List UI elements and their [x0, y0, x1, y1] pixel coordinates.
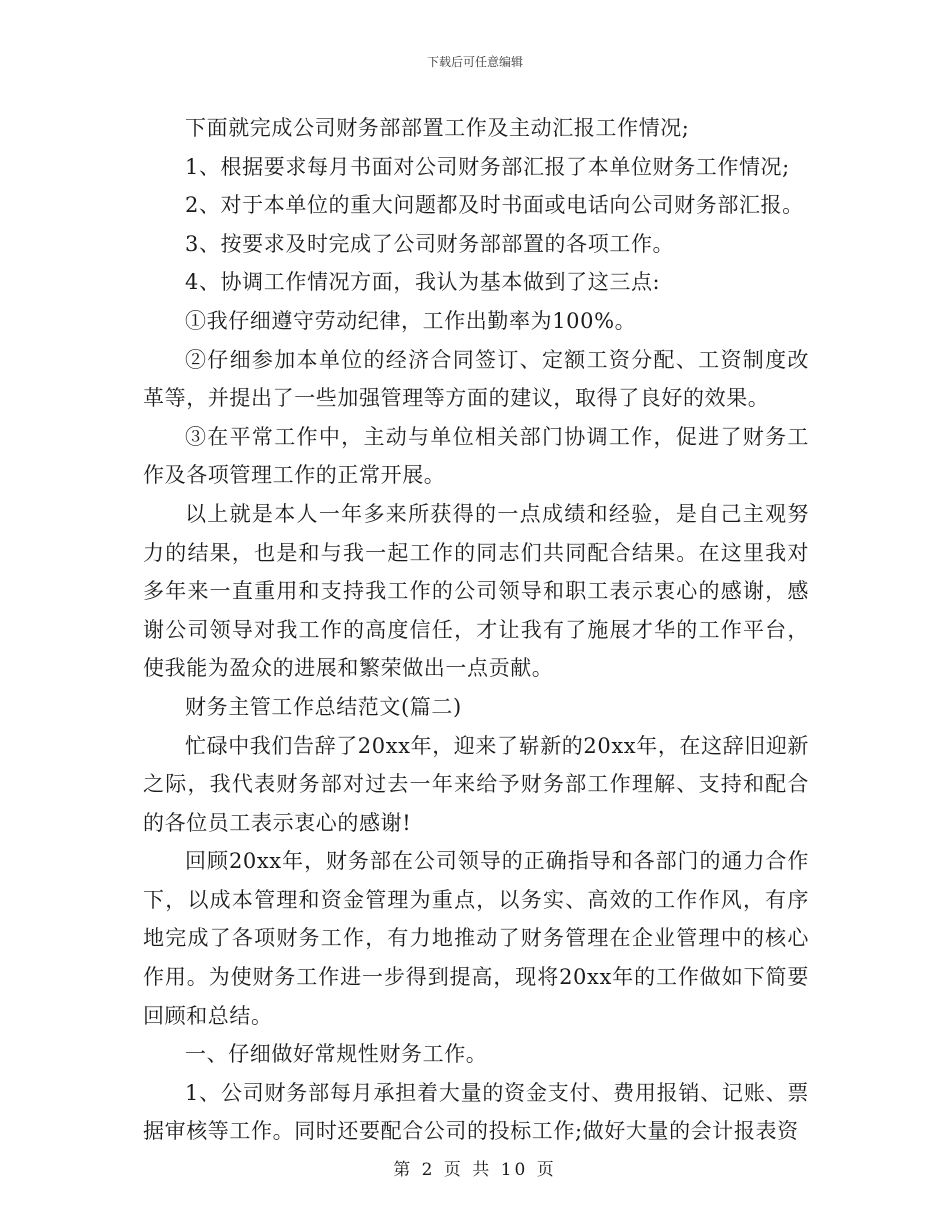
paragraph: 3、按要求及时完成了公司财务部部置的各项工作。 [185, 231, 675, 256]
paragraph: 2、对于本单位的重大问题都及时书面或电话向公司财务部汇报。 [185, 193, 804, 218]
paragraph: 忙碌中我们告辞了20xx年，迎来了崭新的20xx年，在这辞旧迎新之际，我代表财务部对过去一年来给予财务部工作理解、支持和配合的各位员工表示衷心的感谢! [143, 733, 810, 835]
page-header-note: 下载后可任意编辑 [426, 55, 523, 69]
paragraph: ③在平常工作中，主动与单位相关部门协调工作，促进了财务工作及各项管理工作的正常开展。 [143, 424, 809, 488]
paragraph: 一、仔细做好常规性财务工作。 [185, 1042, 488, 1067]
paragraph: ②仔细参加本单位的经济合同签订、定额工资分配、工资制度改革等，并提出了一些加强管理等方面的建议，取得了良好的效果。 [143, 347, 809, 411]
section-title: 财务主管工作总结范文(篇二) [185, 694, 462, 719]
paragraph: 回顾20xx年，财务部在公司领导的正确指导和各部门的通力合作下，以成本管理和资金管理为重点，以务实、高效的工作作风，有序地完成了各项财务工作，有力地推动了财务管理在企业管理中的核心作用。为使财务工作进一步得到提高，现将20xx年的工作做如下简要回顾和总结。 [143, 849, 809, 1028]
paragraph: 4、协调工作情况方面，我认为基本做到了这三点: [185, 270, 661, 295]
paragraph: 以上就是本人一年多来所获得的一点成绩和经验，是自己主观努力的结果，也是和与我一起工作的同志们共同配合结果。在这里我对多年来一直重用和支持我工作的公司领导和职工表示衷心的感谢，感谢公司领导对我工作的高度信任，才让我有了施展才华的工作平台，使我能为盈众的进展和繁荣做出一点贡献。 [143, 501, 809, 681]
document-body [143, 109, 809, 1151]
paragraph: ①我仔细遵守劳动纪律，工作出勤率为100%。 [185, 308, 637, 333]
page-number: 第 2 页 共 10 页 [393, 1160, 557, 1180]
paragraph: 下面就完成公司财务部部置工作及主动汇报工作情况; [185, 116, 690, 140]
paragraph: 1、根据要求每月书面对公司财务部汇报了本单位财务工作情况; [185, 154, 790, 179]
paragraph: 1、公司财务部每月承担着大量的资金支付、费用报销、记账、票据审核等工作。同时还要配合公司的投标工作;做好大量的会计报表资 [143, 1080, 809, 1144]
